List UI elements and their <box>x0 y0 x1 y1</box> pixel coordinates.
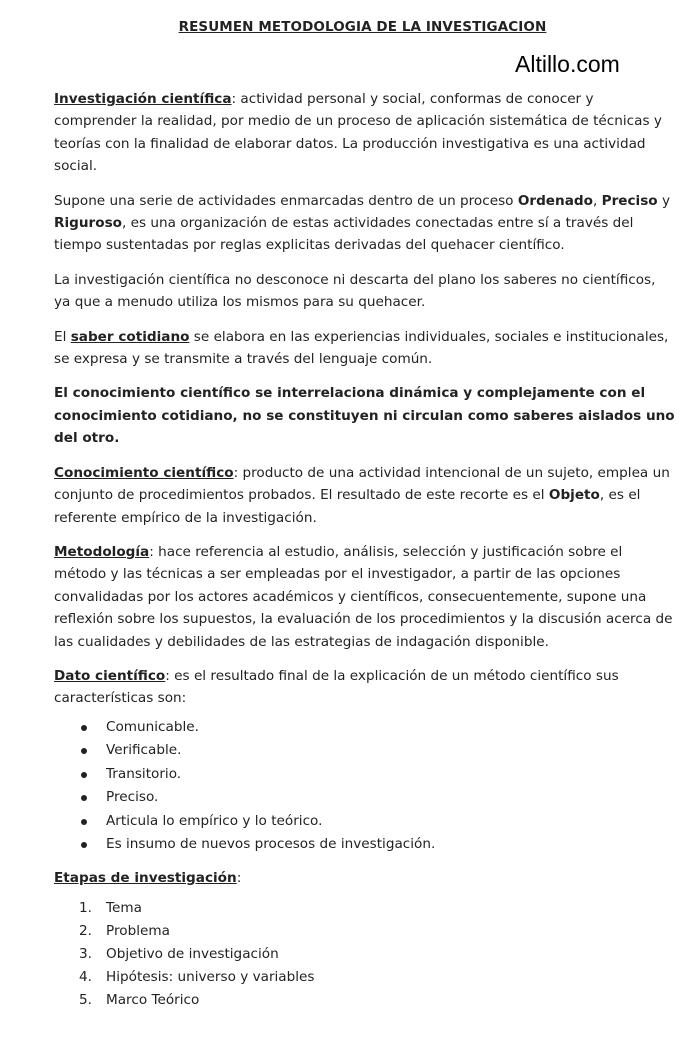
list-item-label: Comunicable. <box>106 718 199 735</box>
list-item <box>54 833 676 857</box>
caracteristicas-list <box>54 716 676 857</box>
paragraph-text: , es una organización de estas actividades conectadas entre sí a través del tiempo sustentadas por reglas explicitas derivadas del quehacer científico. <box>54 215 634 254</box>
term-investigacion-cientifica: Investigación científica <box>54 91 232 107</box>
list-item-label: Objetivo de investigación <box>106 946 279 963</box>
paragraph-saber-cotidiano <box>54 326 676 371</box>
paragraph-text: , <box>592 192 602 209</box>
bullet-icon <box>81 819 87 825</box>
term-preciso: Preciso <box>601 192 658 209</box>
list-item <box>54 966 676 989</box>
paragraph-text: El conocimiento científico se interrelaciona dinámica y complejamente con el conocimiento cotidiano, no se constituyen ni circulan como saberes aislados uno del otro. <box>54 385 675 447</box>
paragraph-metodologia <box>54 541 676 653</box>
list-item <box>54 920 676 943</box>
list-item <box>54 943 676 966</box>
paragraph-text: : es el resultado final de la explicación de un método científico sus características son: <box>54 667 619 707</box>
term-etapas-investigacion: Etapas de investigación <box>54 869 237 886</box>
list-item-label: Tema <box>106 900 142 917</box>
paragraph-interrelacion <box>54 382 676 449</box>
paragraph-text: Supone una serie de actividades enmarcadas dentro de un proceso <box>54 192 518 209</box>
list-item-label: Transitorio. <box>106 765 182 782</box>
page-title: RESUMEN METODOLOGIA DE LA INVESTIGACION <box>178 19 547 35</box>
paragraph-text: : hace referencia al estudio, análisis, selección y justificación sobre el método y las técnicas a ser empleadas por el investigador, a partir de las opciones convalidadas por los actores académicos y científicos, consecuentemente, supone una reflexión sobre los supuestos, la evaluación de los procedimientos y la discusión acerca de las cualidades y debilidades de las estrategias de indagación disponible. <box>54 543 673 650</box>
term-riguroso: Riguroso <box>54 215 123 232</box>
paragraph-conocimiento-cientifico <box>54 462 676 529</box>
list-item-number: 1. <box>79 900 92 917</box>
paragraph-text: : actividad personal y social, conformas de conocer y comprender la realidad, por medio de un proceso de aplicación sistemática de técnicas y teorías con la finalidad de elaborar datos. La producción investigativa es una actividad social. <box>54 91 662 175</box>
list-item <box>54 989 676 1012</box>
term-saber-cotidiano: saber cotidiano <box>70 328 190 345</box>
list-item-number: 3. <box>79 946 92 963</box>
list-item-label: Es insumo de nuevos procesos de investigación. <box>106 836 436 853</box>
paragraph-text: , es el referente empírico de la investigación. <box>54 487 641 526</box>
list-item-label: Hipótesis: universo y variables <box>106 969 315 986</box>
list-item <box>54 763 676 787</box>
paragraph-text: : producto de una actividad intencional de un sujeto, emplea un conjunto de procedimientos probados. El resultado de este recorte es el <box>54 464 670 504</box>
bullet-icon <box>81 772 87 778</box>
list-item-label: Marco Teórico <box>106 992 200 1009</box>
list-item <box>54 897 676 920</box>
paragraph-text: y <box>657 192 671 209</box>
etapas-heading <box>54 867 676 889</box>
term-conocimiento-cientifico: Conocimiento científico <box>54 464 234 481</box>
paragraph-text: El <box>54 328 71 345</box>
list-item-label: Verificable. <box>106 742 182 759</box>
term-dato-cientifico: Dato científico <box>54 667 166 684</box>
list-item <box>54 716 676 740</box>
bullet-icon <box>81 725 87 731</box>
brand-watermark[interactable]: Altillo.com <box>515 51 620 77</box>
paragraph-proceso <box>54 190 676 257</box>
etapas-list <box>54 897 676 1012</box>
list-item <box>54 810 676 834</box>
paragraph-dato-cientifico <box>54 665 676 710</box>
list-item-number: 5. <box>79 992 92 1009</box>
paragraph-text: se elabora en las experiencias individuales, sociales e institucionales, se expresa y se transmite a través del lenguaje común. <box>54 328 669 368</box>
bullet-icon <box>81 748 87 754</box>
list-item-label: Problema <box>106 923 170 940</box>
paragraph-investigacion-cientifica <box>54 88 676 178</box>
document-body <box>54 88 676 1012</box>
list-item-number: 2. <box>79 923 92 940</box>
list-item <box>54 786 676 810</box>
term-ordenado: Ordenado <box>517 192 593 209</box>
term-metodologia: Metodología <box>54 543 150 560</box>
heading-suffix: : <box>236 869 242 886</box>
list-item-number: 4. <box>79 969 92 986</box>
bullet-icon <box>81 795 87 801</box>
list-item <box>54 739 676 763</box>
bullet-icon <box>81 842 87 848</box>
list-item-label: Articula lo empírico y lo teórico. <box>106 812 323 829</box>
paragraph-saberes <box>54 269 676 314</box>
term-objeto: Objeto <box>548 487 600 504</box>
paragraph-text: La investigación científica no desconoce ni descarta del plano los saberes no científicos, ya que a menudo utiliza los mismos para su quehacer. <box>54 271 656 311</box>
list-item-label: Preciso. <box>106 789 159 806</box>
